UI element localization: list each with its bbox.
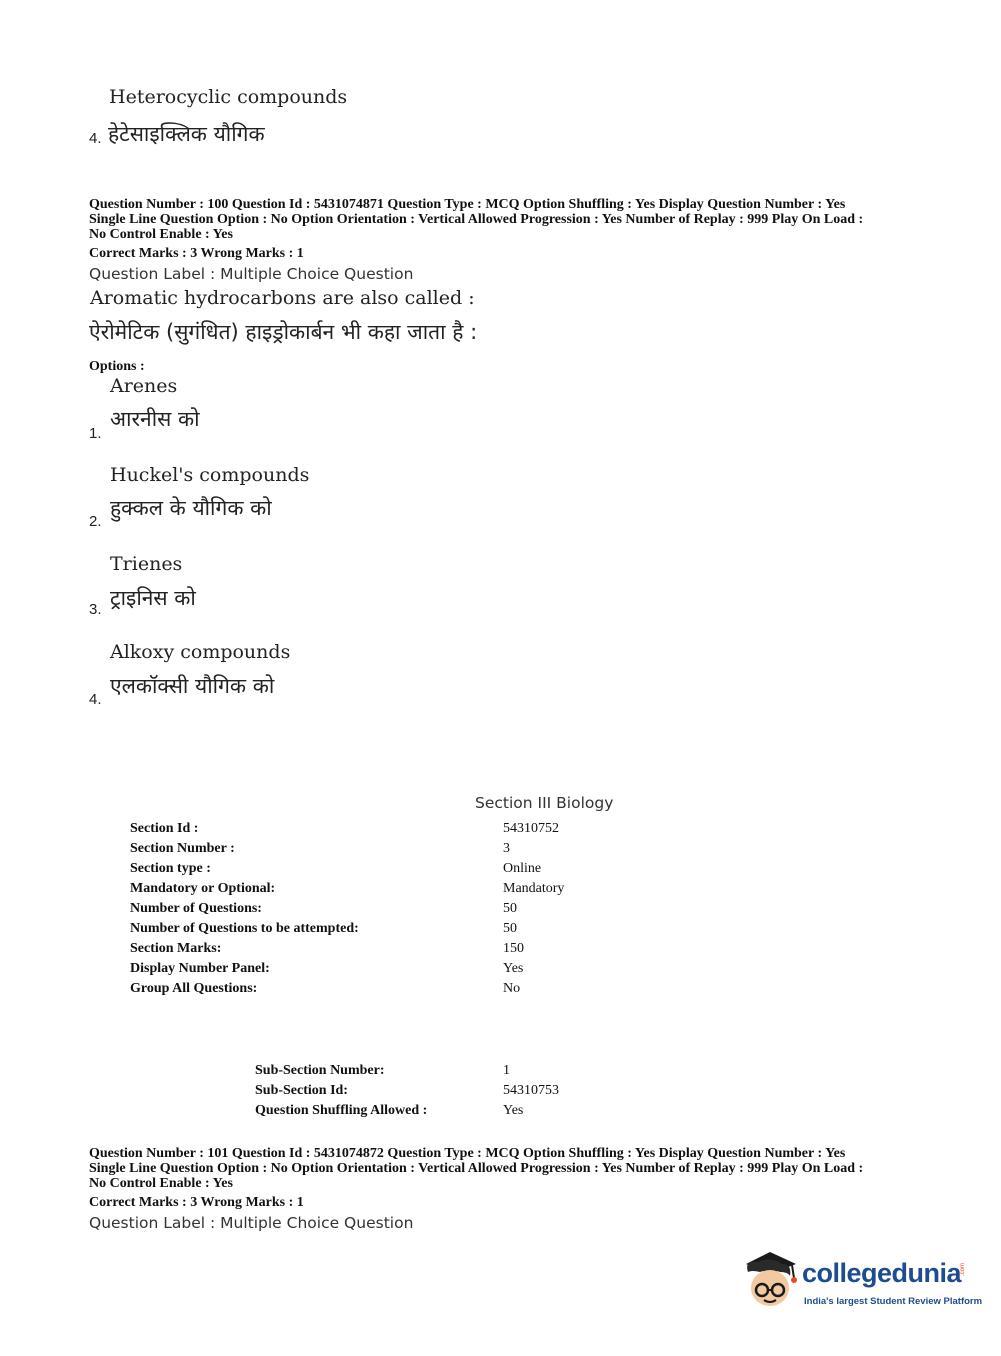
section-title: Section III Biology — [475, 794, 614, 812]
section-value: No — [503, 981, 521, 996]
section-value: 50 — [503, 921, 517, 936]
section-key: Section type : — [130, 861, 211, 876]
q101-meta — [89, 1146, 929, 1191]
prev-option-hindi: हेटेसाइक्लिक यौगिक — [108, 122, 265, 146]
section-key: Section Id : — [130, 821, 199, 836]
option-2-hindi: हुक्कल के यौगिक को — [110, 496, 272, 520]
section-key: Number of Questions: — [130, 901, 262, 916]
option-3-number: 3. — [89, 601, 102, 618]
option-3-english: Trienes — [110, 553, 183, 575]
section-value: 150 — [503, 941, 524, 956]
prev-option-english: Heterocyclic compounds — [109, 86, 348, 108]
option-4-english: Alkoxy compounds — [110, 641, 291, 663]
option-1-number: 1. — [89, 425, 102, 442]
section-key: Group All Questions: — [130, 981, 258, 996]
section-key: Mandatory or Optional: — [130, 881, 276, 896]
section-key: Section Number : — [130, 841, 235, 856]
q100-question-hindi: ऐरोमेटिक (सुगंधित) हाइड्रोकार्बन भी कहा जाता है : — [89, 320, 478, 344]
logo-suffix: .com — [960, 1262, 966, 1276]
subsection-value: 54310753 — [503, 1083, 559, 1098]
section-key: Number of Questions to be attempted: — [130, 921, 359, 936]
subsection-key: Question Shuffling Allowed : — [255, 1103, 428, 1118]
collegedunia-logo — [740, 1250, 983, 1312]
q100-label: Question Label : Multiple Choice Question — [89, 265, 414, 283]
q101-meta-line3: No Control Enable : Yes — [89, 1176, 233, 1191]
q100-question-english: Aromatic hydrocarbons are also called : — [90, 287, 475, 309]
section-value: 54310752 — [503, 821, 559, 836]
prev-option-number: 4. — [89, 130, 102, 147]
section-key: Display Number Panel: — [130, 961, 270, 976]
q100-meta-line1: Question Number : 100 Question Id : 5431074871 Question Type : MCQ Option Shuffling : Yes Display Question Number : Yes — [89, 197, 846, 212]
q101-meta-line2: Single Line Question Option : No Option Orientation : Vertical Allowed Progression : Yes Number of Replay : 999 Play On Load : — [89, 1161, 864, 1176]
q100-marks: Correct Marks : 3 Wrong Marks : 1 — [89, 246, 304, 261]
subsection-key: Sub-Section Number: — [255, 1063, 385, 1078]
section-value: Online — [503, 861, 542, 876]
q101-marks: Correct Marks : 3 Wrong Marks : 1 — [89, 1195, 304, 1210]
option-3-hindi: ट्राइनिस को — [110, 586, 196, 610]
q101-meta-line1: Question Number : 101 Question Id : 5431074872 Question Type : MCQ Option Shuffling : Yes Display Question Number : Yes — [89, 1146, 846, 1161]
option-2-english: Huckel's compounds — [110, 464, 310, 486]
option-1-hindi: आरनीस को — [110, 407, 200, 431]
q100-meta-line3: No Control Enable : Yes — [89, 227, 233, 242]
section-key: Section Marks: — [130, 941, 222, 956]
section-value: 3 — [503, 841, 510, 856]
option-1-english: Arenes — [110, 375, 178, 397]
subsection-value: 1 — [503, 1063, 510, 1078]
mascot-icon — [740, 1250, 804, 1312]
q100-meta — [89, 197, 929, 242]
options-heading: Options : — [89, 359, 145, 374]
section-value: Yes — [503, 961, 524, 976]
subsection-key: Sub-Section Id: — [255, 1083, 348, 1098]
logo-tagline: India's largest Student Review Platform — [804, 1296, 983, 1307]
logo-wordmark: collegedunia — [802, 1258, 962, 1288]
q101-label: Question Label : Multiple Choice Question — [89, 1214, 414, 1232]
option-4-hindi: एलकॉक्सी यौगिक को — [110, 674, 275, 698]
section-value: 50 — [503, 901, 517, 916]
option-2-number: 2. — [89, 513, 102, 530]
q100-meta-line2: Single Line Question Option : No Option Orientation : Vertical Allowed Progression : Yes Number of Replay : 999 Play On Load : — [89, 212, 864, 227]
option-4-number: 4. — [89, 691, 102, 708]
subsection-value: Yes — [503, 1103, 524, 1118]
section-value: Mandatory — [503, 881, 565, 896]
